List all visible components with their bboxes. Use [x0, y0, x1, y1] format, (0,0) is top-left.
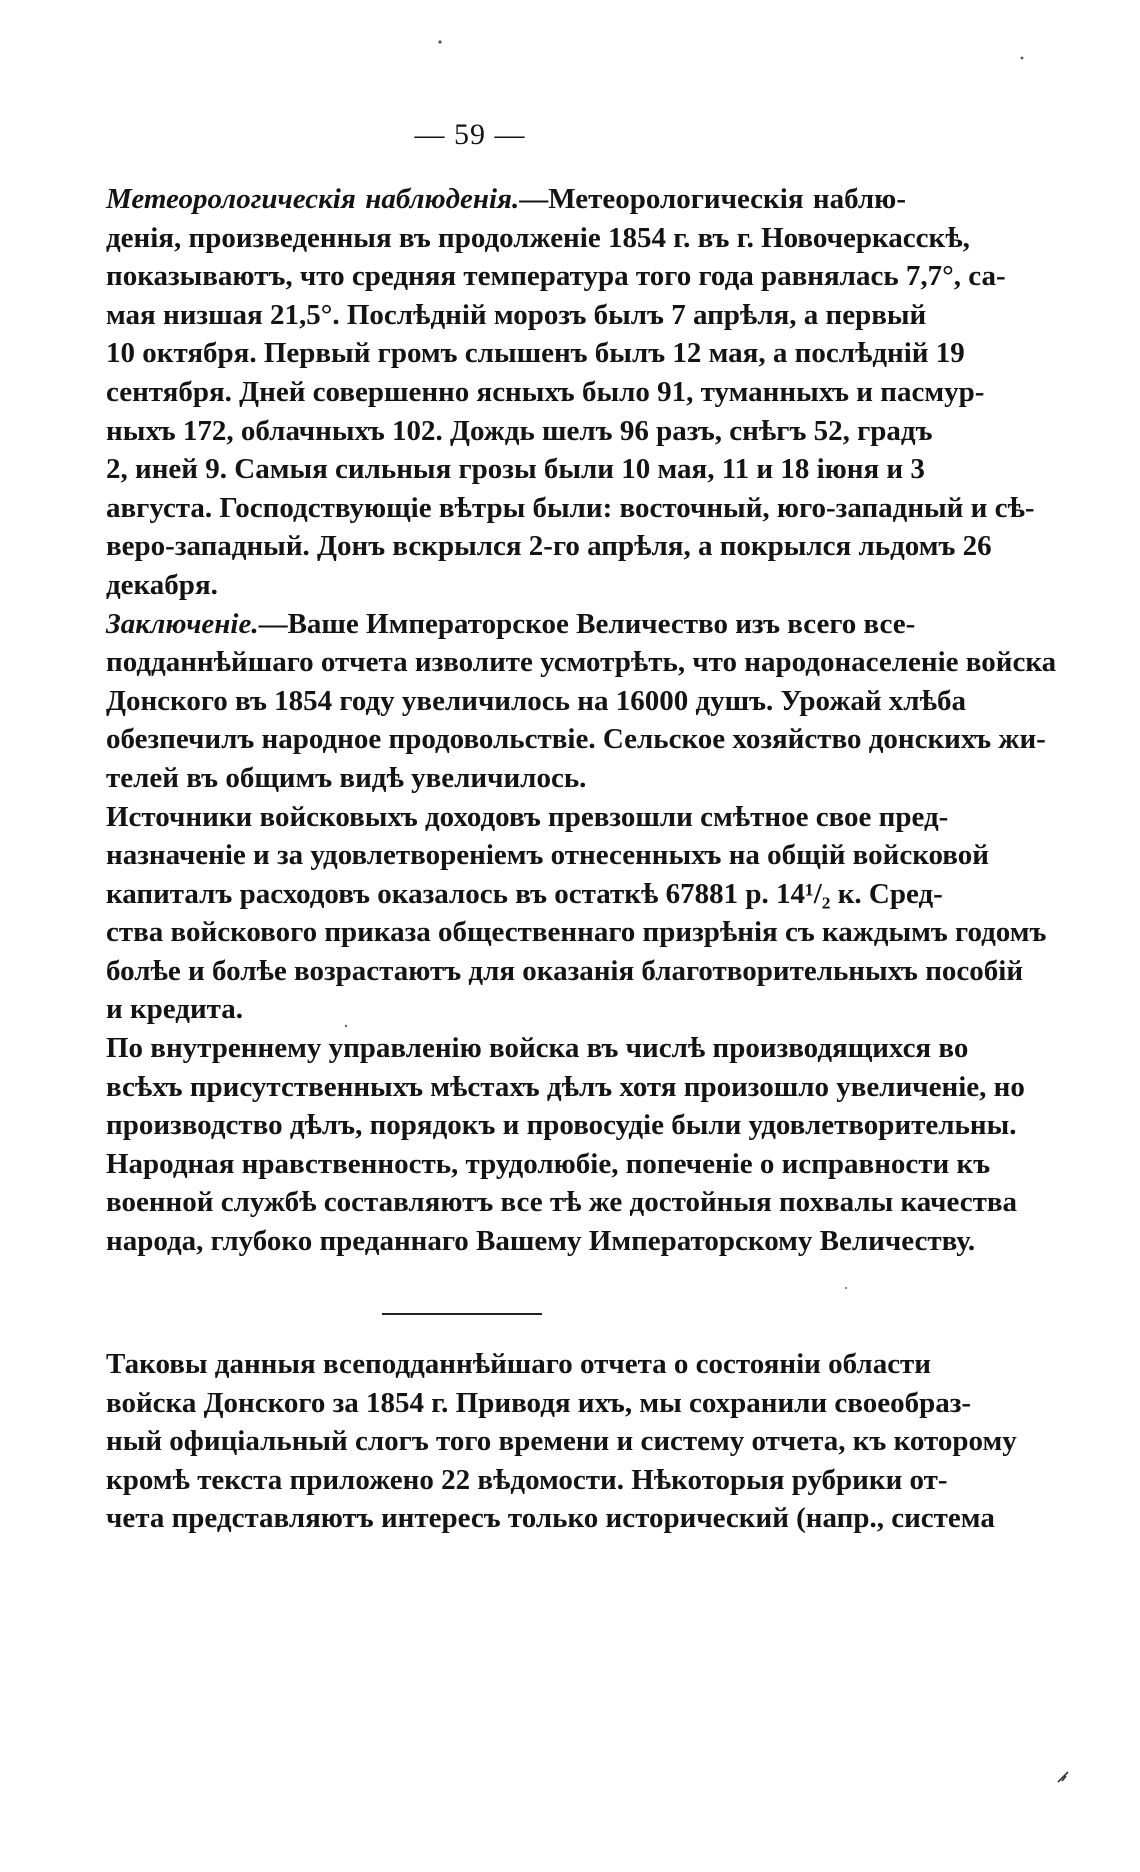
scan-speck [845, 1287, 847, 1289]
section-divider [382, 1313, 542, 1315]
text-line: Источники войсковыхъ доходовъ превзошли смѣтное свое пред- [106, 800, 949, 833]
text-line: чета представляютъ интересъ только исторический (напр., система [106, 1502, 995, 1535]
text-line: войска Донского за 1854 г. Приводя ихъ, мы сохранили своеобраз- [106, 1386, 972, 1419]
text-line: веро-западный. Донъ вскрылся 2-го апрѣля, а покрылся льдомъ 26 [106, 530, 992, 563]
main-text [106, 180, 1057, 1261]
text-line: капиталъ расходовъ оказалось въ остаткѣ 67881 р. 14¹/₂ к. Сред- [106, 877, 943, 910]
text-line: подданнѣйшаго отчета изволите усмотрѣть, что народонаселеніе войска [106, 646, 1057, 679]
afterword-text [106, 1345, 1017, 1538]
text-line: показываютъ, что средняя температура того года равнялась 7,7°, са- [106, 260, 1006, 293]
paragraph-afterword [106, 1345, 1017, 1538]
text-line: 2, иней 9. Самыя сильныя грозы были 10 мая, 11 и 18 іюня и 3 [106, 453, 925, 486]
text-line: производство дѣлъ, порядокъ и провосудіе были удовлетворительны. [106, 1109, 1017, 1142]
paragraph-conclusion [106, 605, 1057, 798]
line-text: —Ваше Императорское Величество изъ всего все- [258, 607, 916, 640]
text-line [106, 180, 906, 219]
text-line: назначеніе и за удовлетвореніемъ отнесенныхъ на общій войсковой [106, 839, 989, 872]
scan-speck [1021, 57, 1024, 60]
text-line: декабря. [106, 568, 218, 601]
section-lead-conclusion: Заключеніе. [106, 607, 259, 640]
text-line: народа, глубоко преданнаго Вашему Императорскому Величеству. [106, 1225, 976, 1258]
text-line: августа. Господствующіе вѣтры были: восточный, юго-западный и сѣ- [106, 491, 1035, 524]
text-line: военной службѣ составляютъ все тѣ же достойныя похвалы качества [106, 1186, 1017, 1219]
text-line: обезпечилъ народное продовольствіе. Сельское хозяйство донскихъ жи- [106, 723, 1046, 756]
text-line: 10 октября. Первый громъ слышенъ былъ 12 мая, а послѣдній 19 [106, 337, 965, 370]
text-line: денія, произведенныя въ продолженіе 1854 г. въ г. Новочеркасскѣ, [106, 221, 970, 254]
text-line: всѣхъ присутственныхъ мѣстахъ дѣлъ хотя произошло увеличеніе, но [106, 1070, 1025, 1103]
paragraph-revenues [106, 798, 1047, 1030]
text-line: По внутреннему управленію войска въ числѣ производящихся во [106, 1032, 969, 1065]
text-line: мая низшая 21,5°. Послѣдній морозъ былъ 7 апрѣля, а первый [106, 298, 927, 331]
text-line: болѣе и болѣе возрастаютъ для оказанія благотворительныхъ пособій [106, 954, 1024, 987]
line-text: —Метеорологическія наблю- [519, 183, 907, 215]
text-line: Народная нравственность, трудолюбіе, попеченіе о исправности къ [106, 1147, 991, 1180]
text-line: ныхъ 172, облачныхъ 102. Дождь шелъ 96 разъ, снѣгъ 52, градъ [106, 414, 933, 447]
scan-speck [438, 40, 441, 43]
section-lead-meteorology: Метеорологическія наблюденія. [106, 183, 520, 215]
text-line [106, 605, 916, 644]
text-line: сентября. Дней совершенно ясныхъ было 91, туманныхъ и пасмур- [106, 375, 985, 408]
text-line: ный офиціальный слогъ того времени и систему отчета, къ которому [106, 1425, 1017, 1458]
text-line: телей въ общимъ видѣ увеличилось. [106, 761, 587, 794]
text-line: и кредита. [106, 993, 244, 1026]
text-line: кромѣ текста приложено 22 вѣдомости. Нѣкоторыя рубрики от- [106, 1463, 948, 1496]
page-number: — 59 — [414, 118, 526, 151]
text-line: Таковы данныя всеподданнѣйшаго отчета о состояніи области [106, 1348, 932, 1380]
paragraph-meteorology [106, 180, 1035, 605]
text-line: ства войскового приказа общественнаго призрѣнія съ каждымъ годомъ [106, 916, 1047, 949]
paragraph-administration [106, 1029, 1025, 1261]
text-line: Донского въ 1854 году увеличилось на 16000 душъ. Урожай хлѣба [106, 684, 966, 717]
scan-mark [1058, 1772, 1068, 1782]
